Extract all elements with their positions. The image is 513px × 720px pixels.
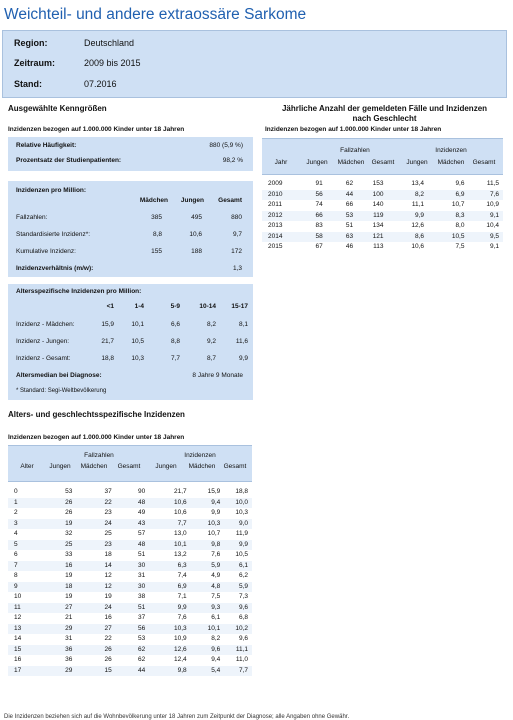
table-cell: 53 [323,211,353,222]
row-key-cell: 4 [14,530,18,537]
table-cell: 10,1 [145,540,186,551]
table-cell: 56 [290,190,322,201]
row-key-cell: 10 [14,593,22,600]
kenngroessen-title: Ausgewählte Kenngrößen [8,104,107,113]
table-cell: 9,6 [187,645,221,656]
table-cell: 8,2 [383,190,424,201]
table-cell: 13,2 [174,551,187,558]
kenngroessen-subtitle: Inzidenzen bezogen auf 1.000.000 Kinder unter 18 Jahren [8,126,185,133]
table-cell: 32 [65,530,73,537]
row-key-cell: 9 [8,582,21,593]
table-cell: 30 [112,561,145,572]
table-cell: 113 [373,243,384,250]
table-cell: 6,9 [145,582,186,593]
alters-value: 9,2 [206,338,216,345]
median-value: 8 Jahre 9 Monate [192,372,243,379]
pro-million-panel [8,181,253,277]
alters-value: 10,1 [131,321,144,328]
table-cell: 10,9 [486,201,499,208]
row-key-cell: 13 [8,624,21,635]
table-cell: 7,3 [238,593,248,600]
table-cell: 19 [65,593,73,600]
row-key-cell: 2010 [262,190,290,201]
table-row [8,655,252,666]
geschlecht-group-inz: Inzidenzen [184,452,216,459]
alters-row-label: Inzidenz - Jungen: [16,338,70,345]
stand-value: 07.2016 [84,79,117,89]
table-cell: 25 [21,540,72,551]
table-cell: 90 [138,488,146,495]
table-cell: 9,9 [220,540,252,551]
jaehrlich-group-inz: Inzidenzen [435,147,467,154]
alters-value: 21,7 [101,338,114,345]
alters-value: 6,6 [170,321,180,328]
pm-value: 880 [231,214,242,221]
relative-panel [8,137,253,171]
table-cell: 21 [65,614,73,621]
table-cell: 14 [72,561,111,572]
table-row [262,190,503,201]
table-row [8,571,252,582]
row-key-cell: 12 [14,614,22,621]
table-cell: 7,5 [455,243,465,250]
geschlecht-table [8,487,252,676]
table-cell: 9,0 [220,519,252,530]
region-label: Region: [14,38,48,48]
alters-value: 7,7 [170,355,180,362]
alters-value: 11,6 [235,338,248,345]
table-cell: 24 [72,519,111,530]
table-cell: 9,9 [211,509,221,516]
table-cell: 10,3 [187,519,221,530]
table-row [8,582,252,593]
table-row [8,613,252,624]
alters-value: 8,7 [206,355,216,362]
table-cell: 100 [353,190,383,201]
pm-value: 155 [151,248,162,255]
table-cell: 44 [323,190,353,201]
table-cell: 5,9 [220,582,252,593]
table-cell: 9,8 [187,540,221,551]
pm-value: 9,7 [232,231,242,238]
geschlecht-group-fall: Fallzahlen [84,452,114,459]
table-cell: 10,7 [207,530,221,537]
rel-label: Relative Häufigkeit: [16,142,77,149]
table-cell: 9,8 [145,666,186,677]
table-cell: 74 [315,201,323,208]
row-key-cell: 8 [14,572,18,579]
table-cell: 10,5 [235,551,248,558]
table-row [8,561,252,572]
table-cell: 12,6 [145,645,186,656]
table-cell: 24 [72,603,111,614]
pm-row-label: Kumulative Inzidenz: [16,248,76,255]
jaehrlich-col: Mädchen [437,159,465,166]
table-cell: 23 [72,540,111,551]
row-key-cell: 7 [8,561,21,572]
row-key-cell: 11 [8,603,21,614]
pm-value: 385 [151,214,162,221]
table-row [8,508,252,519]
geschlecht-col: Mädchen [80,463,108,470]
zeitraum-value: 2009 bis 2015 [84,58,141,68]
table-cell: 9,4 [211,656,221,663]
table-cell: 62 [112,645,145,656]
pm-value: 172 [231,248,242,255]
table-row [8,592,252,603]
table-row [262,211,503,222]
table-cell: 26 [104,656,112,663]
table-cell: 9,6 [220,603,252,614]
table-cell: 46 [345,243,354,250]
table-row [262,221,503,232]
table-cell: 7,5 [211,593,221,600]
table-cell: 18 [21,582,72,593]
table-cell: 10,2 [220,624,252,635]
row-key-cell: 2 [14,509,18,516]
table-cell: 36 [21,645,72,656]
stand-label: Stand: [14,79,42,89]
table-cell: 119 [353,211,383,222]
table-cell: 33 [65,551,73,558]
pm-value: 188 [191,248,202,255]
region-value: Deutschland [84,38,135,48]
table-cell: 31 [138,572,146,579]
table-cell: 18,8 [235,488,248,495]
table-cell: 13,0 [174,530,187,537]
pm-row-label: Standardisierte Inzidenz*: [16,231,91,238]
table-cell: 9,6 [238,635,248,642]
alters-col: 10-14 [199,303,216,310]
table-cell: 29 [21,666,72,677]
geschlecht-header [8,445,252,482]
median-label: Altersmedian bei Diagnose: [16,372,102,379]
rel-value: 880 (5,9 %) [209,142,243,149]
table-cell: 6,2 [238,572,248,579]
table-cell: 4,9 [211,572,221,579]
table-cell: 10,0 [220,498,252,509]
table-cell: 44 [112,666,145,677]
jaehrlich-col: Gesamt [371,159,395,166]
table-cell: 5,9 [187,561,221,572]
geschlecht-col: Gesamt [223,463,247,470]
table-cell: 22 [104,635,112,642]
table-cell: 153 [372,180,384,187]
pro-million-title: Inzidenzen pro Million: [16,187,87,194]
table-cell: 10,3 [235,509,248,516]
table-cell: 16 [21,561,72,572]
table-row [8,603,252,614]
row-key-cell: 17 [8,666,21,677]
table-cell: 9,1 [464,211,503,222]
table-cell: 19 [65,572,73,579]
alters-value: 18,8 [101,355,114,362]
geschlecht-col: Jungen [155,463,177,470]
table-row [8,529,252,540]
table-cell: 37 [138,614,146,621]
table-cell: 11,1 [411,201,424,208]
alters-row-label: Inzidenz - Mädchen: [16,321,75,328]
alters-panel [8,284,253,400]
table-cell: 10,9 [174,635,187,642]
table-cell: 9,3 [187,603,221,614]
table-cell: 51 [345,222,354,229]
jaehrlich-col: Jungen [406,159,428,166]
studien-label: Prozentsatz der Studienpatienten: [16,157,122,164]
table-cell: 67 [315,243,323,250]
table-cell: 27 [21,603,72,614]
table-cell: 12,4 [174,656,187,663]
table-cell: 4,8 [187,582,221,593]
table-cell: 19 [104,593,112,600]
table-cell: 66 [290,211,322,222]
table-cell: 15,9 [207,488,221,495]
row-key-cell: 16 [14,656,22,663]
alters-value: 10,5 [131,338,144,345]
footnote: * Standard: Segi-Weltbevölkerung [16,388,107,394]
table-cell: 10,3 [145,624,186,635]
table-cell: 140 [372,201,384,208]
table-cell: 10,1 [187,624,221,635]
table-cell: 8,3 [424,211,465,222]
table-row [8,624,252,635]
table-cell: 48 [112,498,145,509]
table-cell: 9,5 [464,232,503,243]
jaehrlich-subtitle: Inzidenzen bezogen auf 1.000.000 Kinder unter 18 Jahren [265,126,442,133]
table-row [262,200,503,211]
table-cell: 25 [104,530,112,537]
table-row [8,550,252,561]
verh-label: Inzidenzverhältnis (m/w): [16,265,94,272]
table-cell: 10,6 [411,243,424,250]
table-cell: 12 [72,582,111,593]
table-cell: 9,9 [383,211,424,222]
alters-value: 8,1 [238,321,248,328]
jaehrlich-col: Jungen [306,159,328,166]
header-box [2,30,507,98]
table-cell: 6,8 [238,614,248,621]
footer-note: Die Inzidenzen beziehen sich auf die Wohnbevölkerung unter 18 Jahren zum Zeitpunkt der Diagnose; alle Angaben ohne Gewähr. [4,714,350,720]
table-row [8,487,252,498]
jaehrlich-col: Gesamt [472,159,496,166]
col-maedchen: Mädchen [139,197,168,204]
table-cell: 21,7 [174,488,187,495]
alters-col: 1-4 [134,303,144,310]
alters-value: 15,9 [101,321,114,328]
table-cell: 66 [345,201,354,208]
table-row [8,519,252,530]
jaehrlich-title [262,104,507,124]
geschlecht-col: Gesamt [117,463,141,470]
table-cell: 6,3 [145,561,186,572]
row-key-cell: 14 [14,635,22,642]
alters-col: 5-9 [170,303,180,310]
table-cell: 62 [345,180,354,187]
table-cell: 8,6 [383,232,424,243]
jaehrlich-header [262,138,503,175]
zeitraum-label: Zeitraum: [14,58,56,68]
col-gesamt: Gesamt [218,197,242,204]
table-cell: 19 [21,519,72,530]
table-row [262,179,503,190]
alters-value: 9,9 [238,355,248,362]
row-key-cell: 2009 [268,180,283,187]
table-cell: 26 [72,645,111,656]
table-cell: 57 [138,530,146,537]
col-jungen: Jungen [180,197,204,204]
table-cell: 30 [112,582,145,593]
pm-row-label: Fallzahlen: [16,214,48,221]
table-row [8,634,252,645]
row-key-cell: 2011 [268,201,282,208]
table-cell: 15 [72,666,111,677]
pm-value: 8,8 [152,231,162,238]
table-cell: 7,1 [177,593,187,600]
table-row [8,666,252,677]
table-cell: 43 [112,519,145,530]
table-cell: 27 [72,624,111,635]
table-cell: 29 [21,624,72,635]
geschlecht-title: Alters- und geschlechtsspezifische Inzidenzen [8,410,185,419]
table-cell: 7,6 [464,190,503,201]
table-cell: 62 [138,656,146,663]
alters-value: 8,2 [206,321,216,328]
alters-value: 10,3 [131,355,144,362]
table-row [8,540,252,551]
table-cell: 56 [112,624,145,635]
geschlecht-subtitle: Inzidenzen bezogen auf 1.000.000 Kinder unter 18 Jahren [8,434,185,441]
table-cell: 53 [138,635,146,642]
alters-title: Altersspezifische Inzidenzen pro Million: [16,288,142,295]
table-cell: 31 [65,635,73,642]
table-cell: 53 [65,488,73,495]
table-cell: 36 [65,656,73,663]
table-cell: 11,5 [486,180,499,187]
table-cell: 6,9 [424,190,465,201]
page-title: Weichteil- und andere extraossäre Sarkome [4,6,307,23]
jaehrlich-col: Jahr [274,159,288,166]
geschlecht-col: Jungen [49,463,71,470]
table-cell: 7,7 [145,519,186,530]
table-cell: 11,1 [220,645,252,656]
alters-value: 8,8 [170,338,180,345]
geschlecht-col: Mädchen [188,463,216,470]
row-key-cell: 0 [14,488,18,495]
row-key-cell: 15 [8,645,21,656]
table-cell: 6,1 [220,561,252,572]
table-cell: 9,9 [145,603,186,614]
table-cell: 49 [138,509,146,516]
table-cell: 12,6 [411,222,424,229]
jaehrlich-title-line1: Jährliche Anzahl der gemeldeten Fälle und Inzidenzen [281,104,488,113]
row-key-cell: 2013 [268,222,283,229]
table-cell: 7,6 [211,551,221,558]
table-cell: 63 [323,232,353,243]
pm-value: 495 [191,214,202,221]
row-key-cell: 5 [8,540,21,551]
table-cell: 7,4 [177,572,187,579]
table-cell: 9,1 [489,243,499,250]
table-cell: 51 [138,551,146,558]
table-cell: 10,6 [145,498,186,509]
table-cell: 10,6 [174,509,187,516]
table-row [8,498,252,509]
row-key-cell: 1 [8,498,21,509]
verh-value: 1,3 [232,265,242,272]
table-cell: 5,4 [187,666,221,677]
table-cell: 58 [290,232,322,243]
row-key-cell: 3 [8,519,21,530]
table-cell: 26 [65,509,73,516]
table-row [262,242,503,253]
table-cell: 8,0 [455,222,465,229]
table-cell: 9,6 [455,180,465,187]
table-row [8,645,252,656]
table-cell: 18 [104,551,112,558]
studien-value: 98,2 % [222,157,243,164]
table-cell: 8,2 [211,635,221,642]
jaehrlich-table [262,179,503,253]
geschlecht-col: Alter [20,463,34,470]
table-row [262,232,503,243]
row-key-cell: 2012 [262,211,290,222]
table-cell: 48 [112,540,145,551]
table-cell: 13,4 [411,180,424,187]
row-key-cell: 2014 [262,232,290,243]
table-cell: 10,7 [451,201,465,208]
table-cell: 9,4 [187,498,221,509]
table-cell: 10,4 [486,222,499,229]
table-cell: 121 [353,232,383,243]
table-cell: 10,5 [424,232,465,243]
row-key-cell: 6 [14,551,18,558]
table-cell: 7,6 [177,614,187,621]
jaehrlich-title-line2: nach Geschlecht [352,114,417,123]
table-cell: 16 [104,614,112,621]
row-key-cell: 2015 [268,243,283,250]
table-cell: 38 [138,593,146,600]
table-cell: 134 [372,222,384,229]
table-cell: 11,0 [235,656,248,663]
jaehrlich-col: Mädchen [337,159,365,166]
pm-value: 10,6 [189,231,202,238]
alters-col: 15-17 [231,303,248,310]
table-cell: 23 [104,509,112,516]
alters-col: <1 [106,303,114,310]
jaehrlich-group-fall: Fallzahlen [340,147,370,154]
table-cell: 83 [315,222,323,229]
table-cell: 6,1 [211,614,221,621]
table-cell: 7,7 [220,666,252,677]
table-cell: 22 [72,498,111,509]
table-cell: 51 [112,603,145,614]
table-cell: 37 [104,488,112,495]
table-cell: 26 [21,498,72,509]
table-cell: 12 [104,572,112,579]
table-cell: 11,9 [235,530,248,537]
table-cell: 91 [315,180,323,187]
alters-row-label: Inzidenz - Gesamt: [16,355,71,362]
